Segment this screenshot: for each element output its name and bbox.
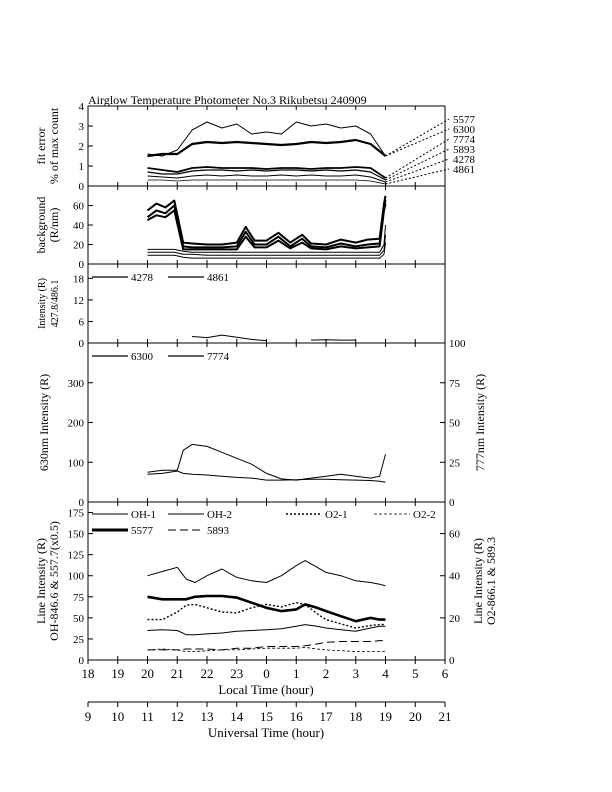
series-line-5577 [148, 596, 386, 621]
series-line-5893 [148, 641, 386, 650]
y-right-tick-label: 50 [449, 417, 460, 430]
legend-label-5893: 5893 [207, 525, 229, 537]
lt-tick-label: 6 [441, 666, 449, 681]
y-tick-label: 200 [67, 417, 84, 430]
local-time-axis-label: Local Time (hour) [218, 682, 314, 697]
y-axis-label: OH-846.6 & 557.7(x0.5) [47, 521, 61, 641]
y-tick-label: 0 [78, 497, 84, 509]
legend-label-4861: 4861 [207, 272, 229, 284]
y-right-axis-label: O2-866.1 & 589.3 [484, 537, 498, 625]
legend-label-5577: 5577 [453, 114, 475, 126]
legend-label-7774: 7774 [453, 134, 475, 146]
ut-tick-label: 16 [289, 709, 303, 724]
ut-tick-label: 17 [319, 709, 333, 724]
y-tick-label: 150 [67, 528, 84, 541]
legend-leader [386, 149, 450, 180]
legend-label-6300: 6300 [131, 351, 153, 363]
y-tick-label: 20 [73, 239, 84, 252]
lt-tick-label: 20 [141, 666, 154, 681]
y-tick-label: 100 [67, 570, 84, 583]
y-tick-label: 1 [78, 161, 84, 173]
lt-tick-label: 5 [412, 666, 419, 681]
y-axis-label: % of max count [47, 107, 61, 185]
series-line-OH-2 [148, 625, 386, 635]
y-tick-label: 2 [78, 141, 84, 153]
series-line-6300 [148, 444, 386, 480]
legend-label-O2-2: O2-2 [413, 509, 436, 521]
series-line-O2-2 [148, 647, 386, 651]
ut-tick-label: 13 [200, 709, 214, 724]
lt-tick-label: 23 [230, 666, 244, 681]
ut-tick-label: 21 [438, 709, 452, 724]
legend-label-5577: 5577 [131, 525, 153, 537]
y-axis-label: background [34, 196, 48, 254]
legend-label-6300: 6300 [453, 124, 475, 136]
y-tick-label: 4 [78, 101, 84, 113]
panel-frame [88, 106, 445, 186]
lt-tick-label: 19 [111, 666, 125, 681]
y-tick-label: 3 [78, 121, 84, 133]
panel-frame [88, 343, 445, 502]
panels [34, 101, 498, 667]
lt-tick-label: 18 [81, 666, 95, 681]
y-right-tick-label: 20 [449, 612, 460, 625]
y-axis-label: (R/nm) [47, 207, 61, 243]
legend-label-4278: 4278 [453, 154, 475, 166]
panel-630-777 [37, 338, 487, 509]
y-tick-label: 75 [73, 591, 84, 604]
legend-label-O2-1: O2-1 [325, 509, 348, 521]
ut-tick-label: 15 [260, 709, 273, 724]
series-line-4278 [192, 335, 266, 341]
y-tick-label: 60 [73, 200, 84, 213]
legend-leader [386, 129, 450, 156]
y-tick-label: 12 [73, 294, 84, 307]
figure-title: Airglow Temperature Photometer No.3 Rikubetsu 240909 [88, 93, 367, 107]
universal-time-axis-label: Universal Time (hour) [207, 725, 325, 740]
y-right-tick-label: 0 [449, 497, 455, 509]
lt-tick-label: 3 [352, 666, 359, 681]
legend-label-7774: 7774 [207, 351, 229, 363]
lt-tick-label: 2 [322, 666, 330, 681]
y-right-tick-label: 25 [449, 457, 460, 470]
panel-background [34, 186, 445, 271]
local-time-axis [82, 660, 449, 681]
y-right-tick-label: 75 [449, 377, 460, 390]
series-line-7774 [148, 471, 386, 482]
lt-tick-label: 4 [382, 666, 389, 681]
y-tick-label: 6 [78, 316, 84, 329]
ut-tick-label: 9 [84, 709, 92, 724]
lt-tick-label: 22 [200, 666, 214, 681]
y-tick-label: 300 [67, 377, 84, 390]
y-tick-label: 0 [78, 181, 84, 193]
lt-tick-label: 1 [293, 666, 300, 681]
ut-tick-label: 20 [408, 709, 422, 724]
panel-intensity-ratio [37, 264, 445, 350]
legend-label-4278: 4278 [131, 272, 153, 284]
y-tick-label: 50 [73, 612, 84, 625]
legend-label-OH-1: OH-1 [131, 509, 157, 521]
ut-tick-label: 18 [349, 709, 363, 724]
legend-leader [386, 119, 450, 156]
lt-tick-label: 21 [170, 666, 184, 681]
y-axis-label: Line Intensity (R) [34, 538, 48, 624]
series-line-OH-1 [148, 561, 386, 586]
ut-tick-label: 11 [141, 709, 154, 724]
legend-label-4861: 4861 [453, 164, 475, 176]
y-right-tick-label: 40 [449, 570, 460, 583]
y-right-axis-label: Line Intensity (R) [471, 538, 485, 624]
ut-tick-label: 12 [170, 709, 184, 724]
y-tick-label: 25 [73, 633, 84, 646]
legend-label-OH-2: OH-2 [207, 509, 233, 521]
lt-tick-label: 0 [263, 666, 270, 681]
y-tick-label: 175 [67, 507, 84, 520]
y-right-tick-label: 60 [449, 528, 460, 541]
ut-tick-label: 19 [379, 709, 392, 724]
legend-label-5893: 5893 [453, 144, 475, 156]
y-axis-label: 630nm Intensity (R) [37, 373, 51, 472]
panel-line-intensity [34, 502, 498, 667]
y-right-tick-label: 100 [449, 338, 466, 350]
ut-tick-label: 10 [111, 709, 125, 724]
y-right-tick-label: 0 [449, 655, 455, 667]
y-axis-label: Intensity (R) [37, 278, 48, 329]
legend-leader [386, 139, 450, 178]
universal-time-axis [85, 702, 452, 724]
legend-leader [386, 159, 450, 182]
panel-fit-error [34, 101, 476, 193]
series-line [148, 196, 386, 245]
y-tick-label: 0 [78, 338, 84, 350]
legend-leader [386, 169, 450, 184]
y-tick-label: 125 [67, 549, 84, 562]
y-tick-label: 40 [73, 220, 84, 232]
y-tick-label: 0 [78, 655, 84, 667]
y-tick-label: 0 [78, 259, 84, 271]
y-tick-label: 100 [67, 457, 84, 470]
y-axis-label: 427.8/486.1 [50, 279, 61, 328]
y-right-axis-label: 777nm Intensity (R) [473, 373, 487, 472]
y-tick-label: 18 [73, 273, 84, 286]
ut-tick-label: 14 [230, 709, 244, 724]
y-axis-label: fit error [34, 127, 48, 165]
